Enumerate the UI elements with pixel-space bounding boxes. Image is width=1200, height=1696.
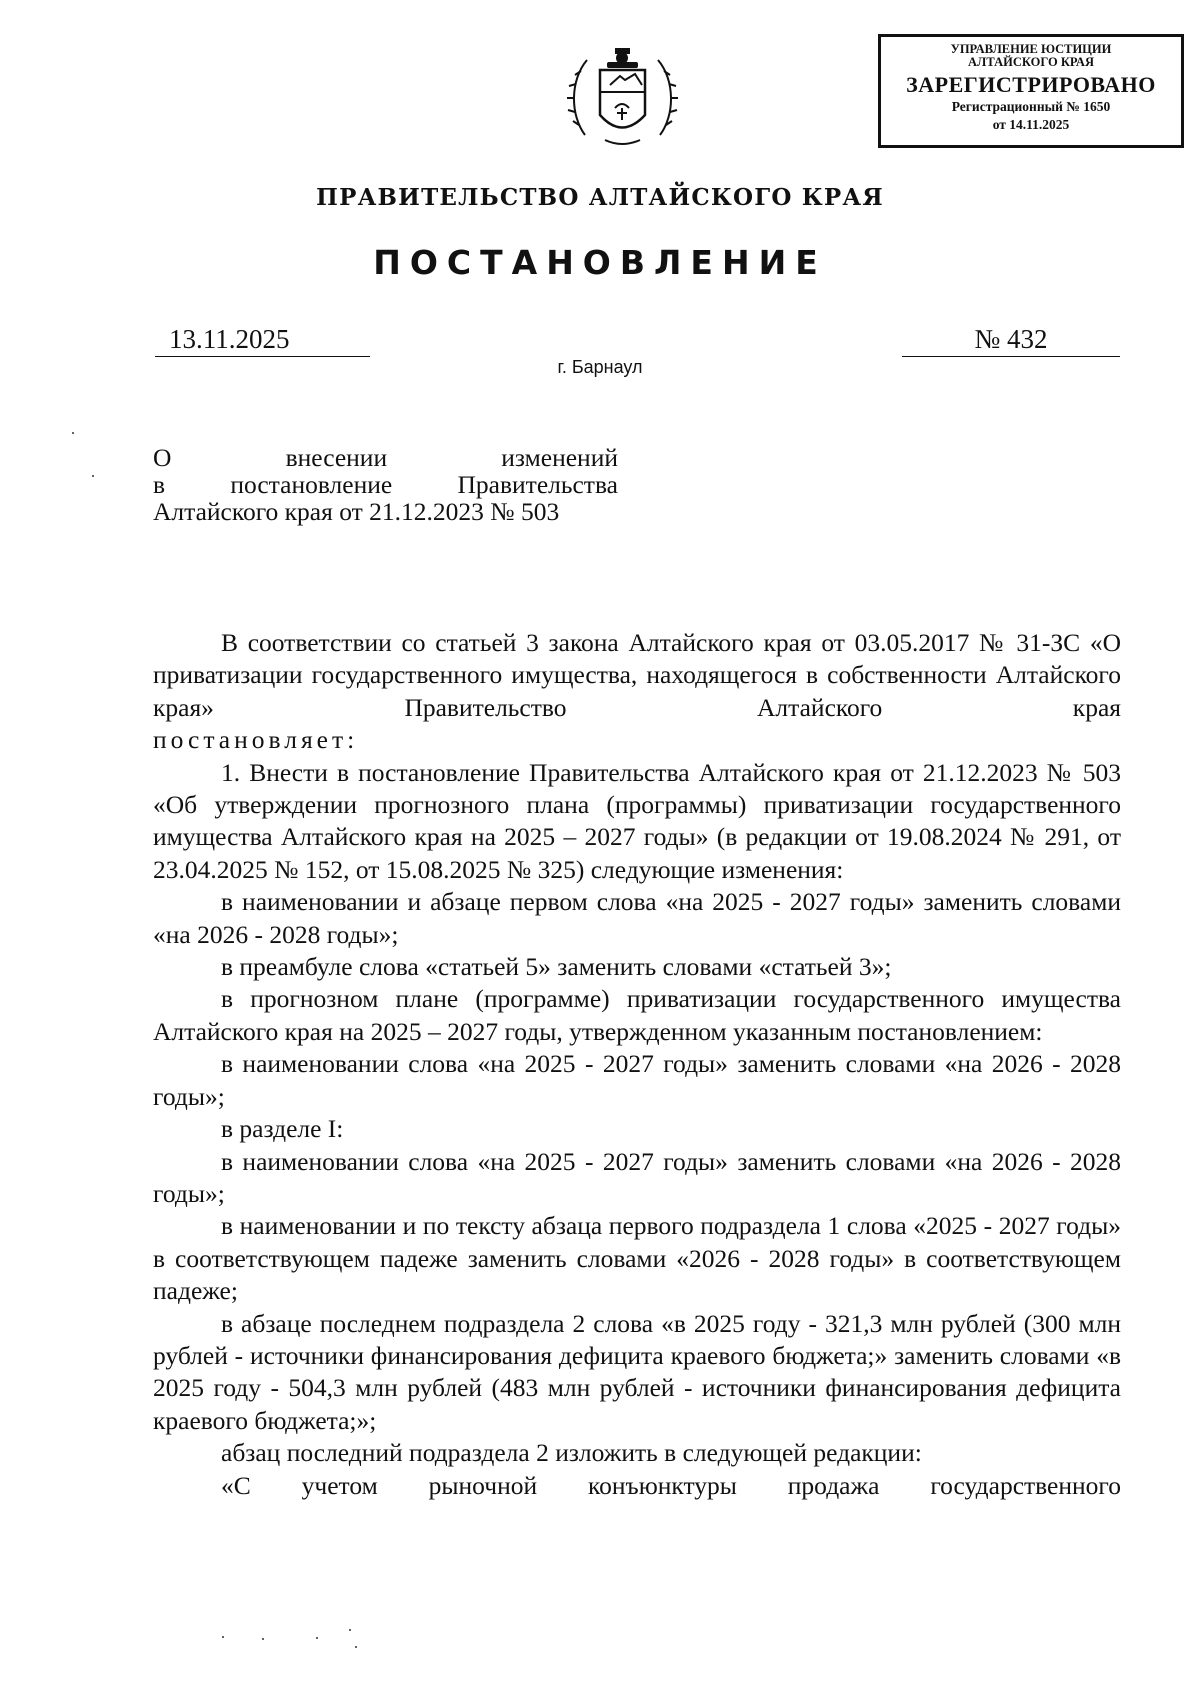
body-paragraph: в прогнозном плане (программе) приватизации государственного имущества Алтайского края на 2025 – 2027 годы, утвержденном указанным постановлением: bbox=[153, 984, 1121, 1046]
stamp-registration-date: от 14.11.2025 bbox=[992, 117, 1070, 132]
document-city: г. Барнаул bbox=[557, 357, 643, 377]
subject-word: Правительства bbox=[457, 470, 618, 499]
registration-stamp bbox=[878, 34, 1184, 148]
body-paragraph: «С учетом рыночной конъюнктуры продажа государственного bbox=[221, 1470, 1121, 1500]
stamp-registration-number: Регистрационный № 1650 bbox=[951, 99, 1111, 114]
body-paragraph: в преамбуле слова «статьей 5» заменить словами «статьей 3»; bbox=[221, 952, 892, 982]
body-paragraph: абзац последний подраздела 2 изложить в следующей редакции: bbox=[221, 1438, 922, 1468]
body-paragraph: в разделе I: bbox=[221, 1114, 344, 1144]
body-paragraph: в наименовании и по тексту абзаца первого подраздела 1 слова «2025 - 2027 годы» в соответствующем падеже заменить словами «2026 - 2028 годы» в соответствующем падеже; bbox=[153, 1211, 1121, 1306]
body-paragraph: в абзаце последнем подраздела 2 слова «в 2025 году - 321,3 млн рублей (300 млн рублей - источники финансирования дефицита краевого бюджета;» заменить словами «в 2025 году - 504,3 млн рублей (483 млн рублей - источники финансирования дефицита краевого бюджета;»; bbox=[153, 1308, 1121, 1435]
government-title: ПРАВИТЕЛЬСТВО АЛТАЙСКОГО КРАЯ bbox=[316, 184, 884, 211]
document-type-title: ПОСТАНОВЛЕНИЕ bbox=[373, 243, 827, 282]
document-body bbox=[153, 627, 1121, 1502]
stamp-authority-line2: АЛТАЙСКОГО КРАЯ bbox=[968, 55, 1094, 69]
body-paragraph: в наименовании слова «на 2025 - 2027 годы» заменить словами «на 2026 - 2028 годы»; bbox=[153, 1049, 1121, 1111]
subject-word: изменений bbox=[501, 443, 618, 472]
coat-of-arms-emblem bbox=[565, 40, 680, 155]
document-date: 13.11.2025 bbox=[155, 322, 370, 357]
decree-word-text: постановляет: bbox=[153, 725, 359, 755]
stamp-status: ЗАРЕГИСТРИРОВАНО bbox=[906, 72, 1156, 97]
decree-word bbox=[153, 724, 1121, 756]
document-subject bbox=[153, 444, 618, 525]
subject-word: в bbox=[153, 470, 166, 499]
subject-word: постановление bbox=[230, 470, 393, 499]
body-paragraph: 1. Внести в постановление Правительства Алтайского края от 21.12.2023 № 503 «Об утверждении прогнозного плана (программы) приватизации государственного имущества Алтайского края на 2025 – 2027 годы» (в редакции от 19.08.2024 № 291, от 23.04.2025 № 152, от 15.08.2025 № 325) следующие изменения: bbox=[153, 757, 1121, 884]
body-paragraph: В соответствии со статьей 3 закона Алтайского края от 03.05.2017 № 31-ЗС «О приватизации государственного имущества, находящегося в собственности Алтайского края» Правительство Алтайского края bbox=[153, 628, 1121, 722]
body-paragraph: в наименовании и абзаце первом слова «на 2025 - 2027 годы» заменить словами «на 2026 - 2028 годы»; bbox=[153, 887, 1121, 949]
subject-word: внесении bbox=[285, 443, 388, 472]
body-paragraph: в наименовании слова «на 2025 - 2027 годы» заменить словами «на 2026 - 2028 годы»; bbox=[153, 1146, 1121, 1208]
document-number: № 432 bbox=[902, 322, 1120, 357]
stamp-authority-line1: УПРАВЛЕНИЕ ЮСТИЦИИ bbox=[950, 42, 1112, 56]
subject-line: Алтайского края от 21.12.2023 № 503 bbox=[153, 497, 560, 526]
subject-word: О bbox=[153, 443, 172, 472]
